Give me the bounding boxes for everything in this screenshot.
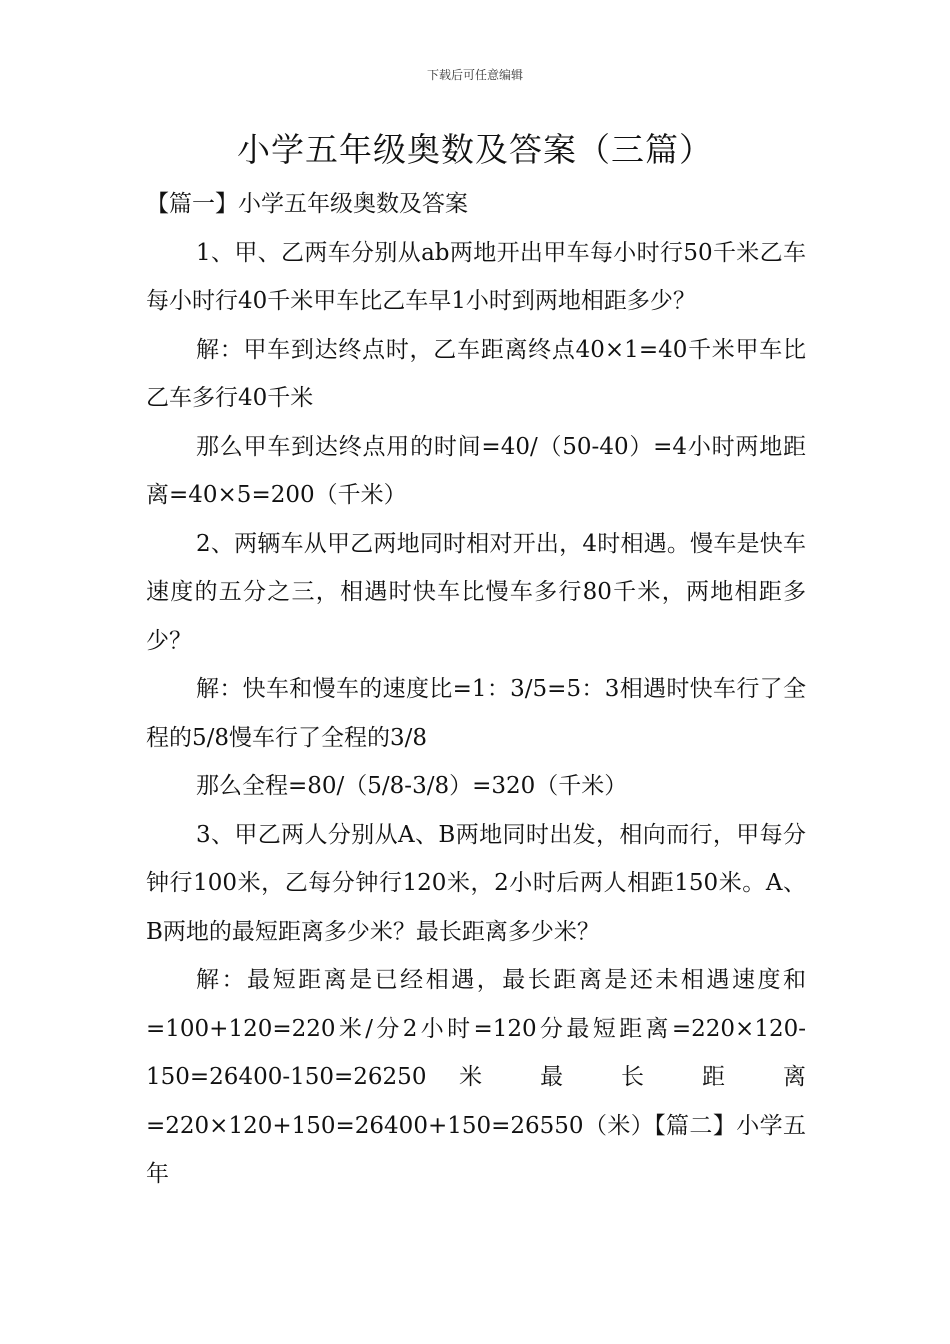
paragraph-problem-3: 3、甲乙两人分别从A、B两地同时出发，相向而行，甲每分钟行100米，乙每分钟行120米，2小时后两人相距150米。A、B两地的最短距离多少米？最长距离多少米？: [146, 821, 806, 945]
paragraph-problem-2: 2、两辆车从甲乙两地同时相对开出，4时相遇。慢车是快车速度的五分之三，相遇时快车比慢车多行80千米，两地相距多少？: [146, 530, 806, 654]
header-note: 下载后可任意编辑: [426, 68, 523, 82]
paragraph-solution-1b: 那么甲车到达终点用的时间=40/（50-40）=4小时两地距离=40×5=200（千米）: [146, 433, 806, 508]
paragraph-solution-3: 解：最短距离是已经相遇，最长距离是还未相遇速度和=100+120=220米/分2小时=120分最短距离=220×120-150=26400-150=26250 米 最 长 距 离 =220×120+150=26400+150=26550（米）【篇二】小学五年: [146, 967, 806, 1187]
document-title: 小学五年级奥数及答案（三篇）: [237, 130, 713, 169]
paragraph-solution-1a: 解：甲车到达终点时，乙车距离终点40×1=40千米甲车比乙车多行40千米: [146, 336, 806, 411]
section-heading: 【篇一】小学五年级奥数及答案: [146, 191, 468, 217]
document-body: [146, 180, 806, 1199]
paragraph-problem-1: 1、甲、乙两车分别从ab两地开出甲车每小时行50千米乙车每小时行40千米甲车比乙车早1小时到两地相距多少？: [146, 239, 806, 314]
paragraph-solution-2a: 解：快车和慢车的速度比=1：3/5=5：3相遇时快车行了全程的5/8慢车行了全程的3/8: [146, 676, 806, 751]
paragraph-solution-2b: 那么全程=80/（5/8-3/8）=320（千米）: [196, 773, 628, 799]
